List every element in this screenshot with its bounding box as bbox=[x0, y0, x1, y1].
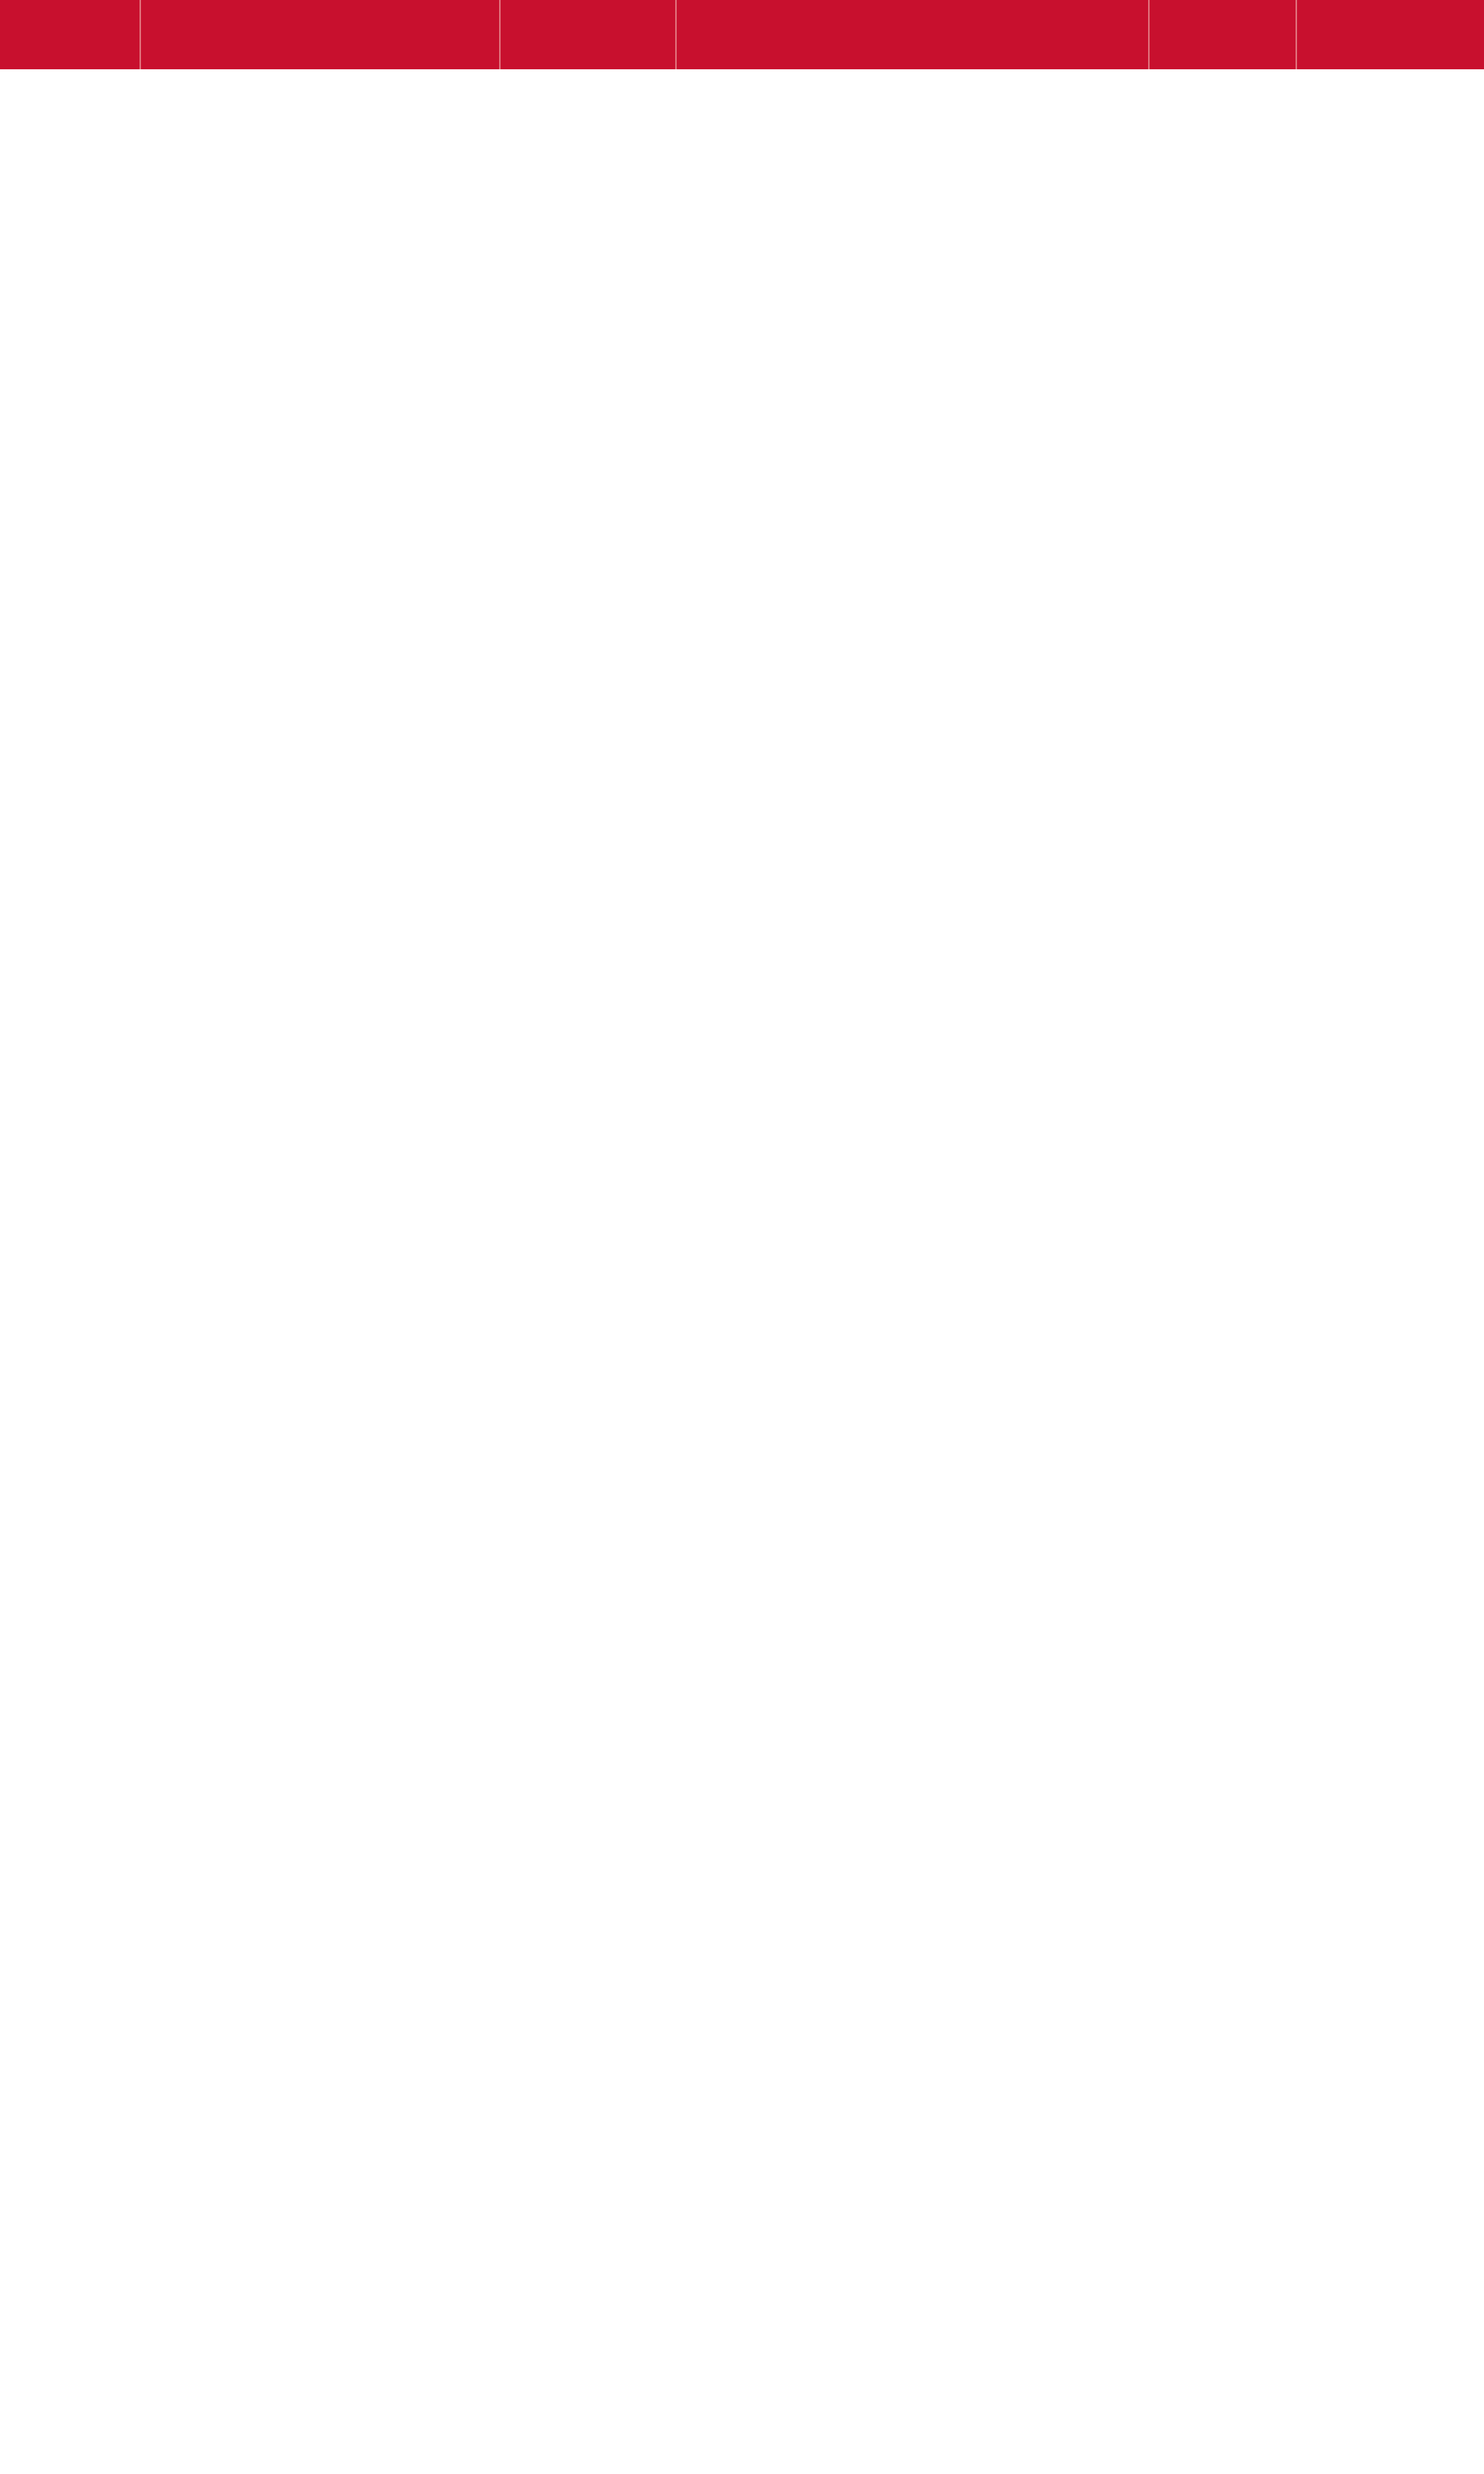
header-empaque bbox=[1297, 0, 1484, 69]
header-modelo bbox=[501, 0, 677, 69]
header-color bbox=[1150, 0, 1297, 69]
header-item-no bbox=[0, 0, 141, 69]
header-imagen bbox=[141, 0, 501, 69]
table-header bbox=[0, 0, 1484, 69]
header-descripcion bbox=[677, 0, 1150, 69]
